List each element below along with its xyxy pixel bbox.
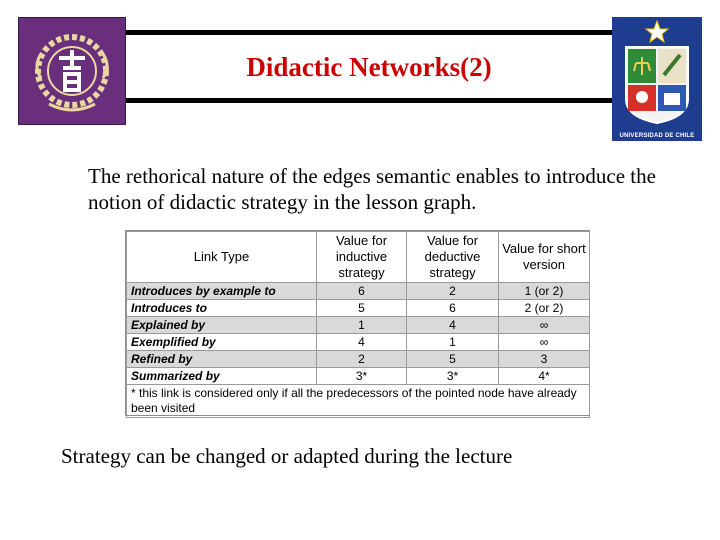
row-link-name: Explained by (127, 317, 317, 334)
row-link-name: Refined by (127, 351, 317, 368)
row-link-name: Introduces to (127, 300, 317, 317)
strategy-table-container (125, 230, 590, 416)
row-link-name: Exemplified by (127, 334, 317, 351)
row-short-value: 4* (499, 368, 590, 385)
row-inductive-value: 5 (317, 300, 407, 317)
universidad-de-chile-shield-icon (612, 17, 702, 129)
table-row (127, 317, 590, 334)
row-deductive-value: 5 (407, 351, 499, 368)
row-deductive-value: 2 (407, 283, 499, 300)
row-inductive-value: 3* (317, 368, 407, 385)
row-deductive-value: 4 (407, 317, 499, 334)
header-link-type: Link Type (127, 232, 317, 283)
title-top-rule (126, 30, 612, 35)
university-seal-icon (19, 18, 125, 124)
table-row (127, 300, 590, 317)
table-row (127, 351, 590, 368)
row-deductive-value: 3* (407, 368, 499, 385)
header-inductive: Value for inductive strategy (317, 232, 407, 283)
table-row (127, 283, 590, 300)
row-inductive-value: 2 (317, 351, 407, 368)
footer-statement: Strategy can be changed or adapted during the lecture (61, 444, 513, 468)
row-link-name: Introduces by example to (127, 283, 317, 300)
row-short-value: 2 (or 2) (499, 300, 590, 317)
university-seal-logo (18, 17, 126, 125)
row-short-value: ∞ (499, 317, 590, 334)
strategy-table (126, 231, 590, 418)
table-row (127, 368, 590, 385)
row-inductive-value: 1 (317, 317, 407, 334)
table-row (127, 334, 590, 351)
logo-caption: UNIVERSIDAD DE CHILE (619, 133, 695, 139)
row-short-value: 1 (or 2) (499, 283, 590, 300)
header-deductive: Value for deductive strategy (407, 232, 499, 283)
title-bottom-rule (126, 98, 612, 103)
row-inductive-value: 4 (317, 334, 407, 351)
universidad-de-chile-logo (612, 17, 702, 141)
row-inductive-value: 6 (317, 283, 407, 300)
table-note-row (127, 385, 590, 418)
row-deductive-value: 6 (407, 300, 499, 317)
row-link-name: Summarized by (127, 368, 317, 385)
table-header-row (127, 232, 590, 283)
row-deductive-value: 1 (407, 334, 499, 351)
slide-title: Didactic Networks(2) (246, 52, 492, 82)
row-short-value: 3 (499, 351, 590, 368)
header-short: Value for short version (499, 232, 590, 283)
row-short-value: ∞ (499, 334, 590, 351)
body-paragraph: The rethorical nature of the edges semantic enables to introduce the notion of didactic strategy in the lesson graph. (88, 164, 656, 214)
table-footnote: * this link is considered only if all the predecessors of the pointed node have already been visited (127, 385, 590, 418)
